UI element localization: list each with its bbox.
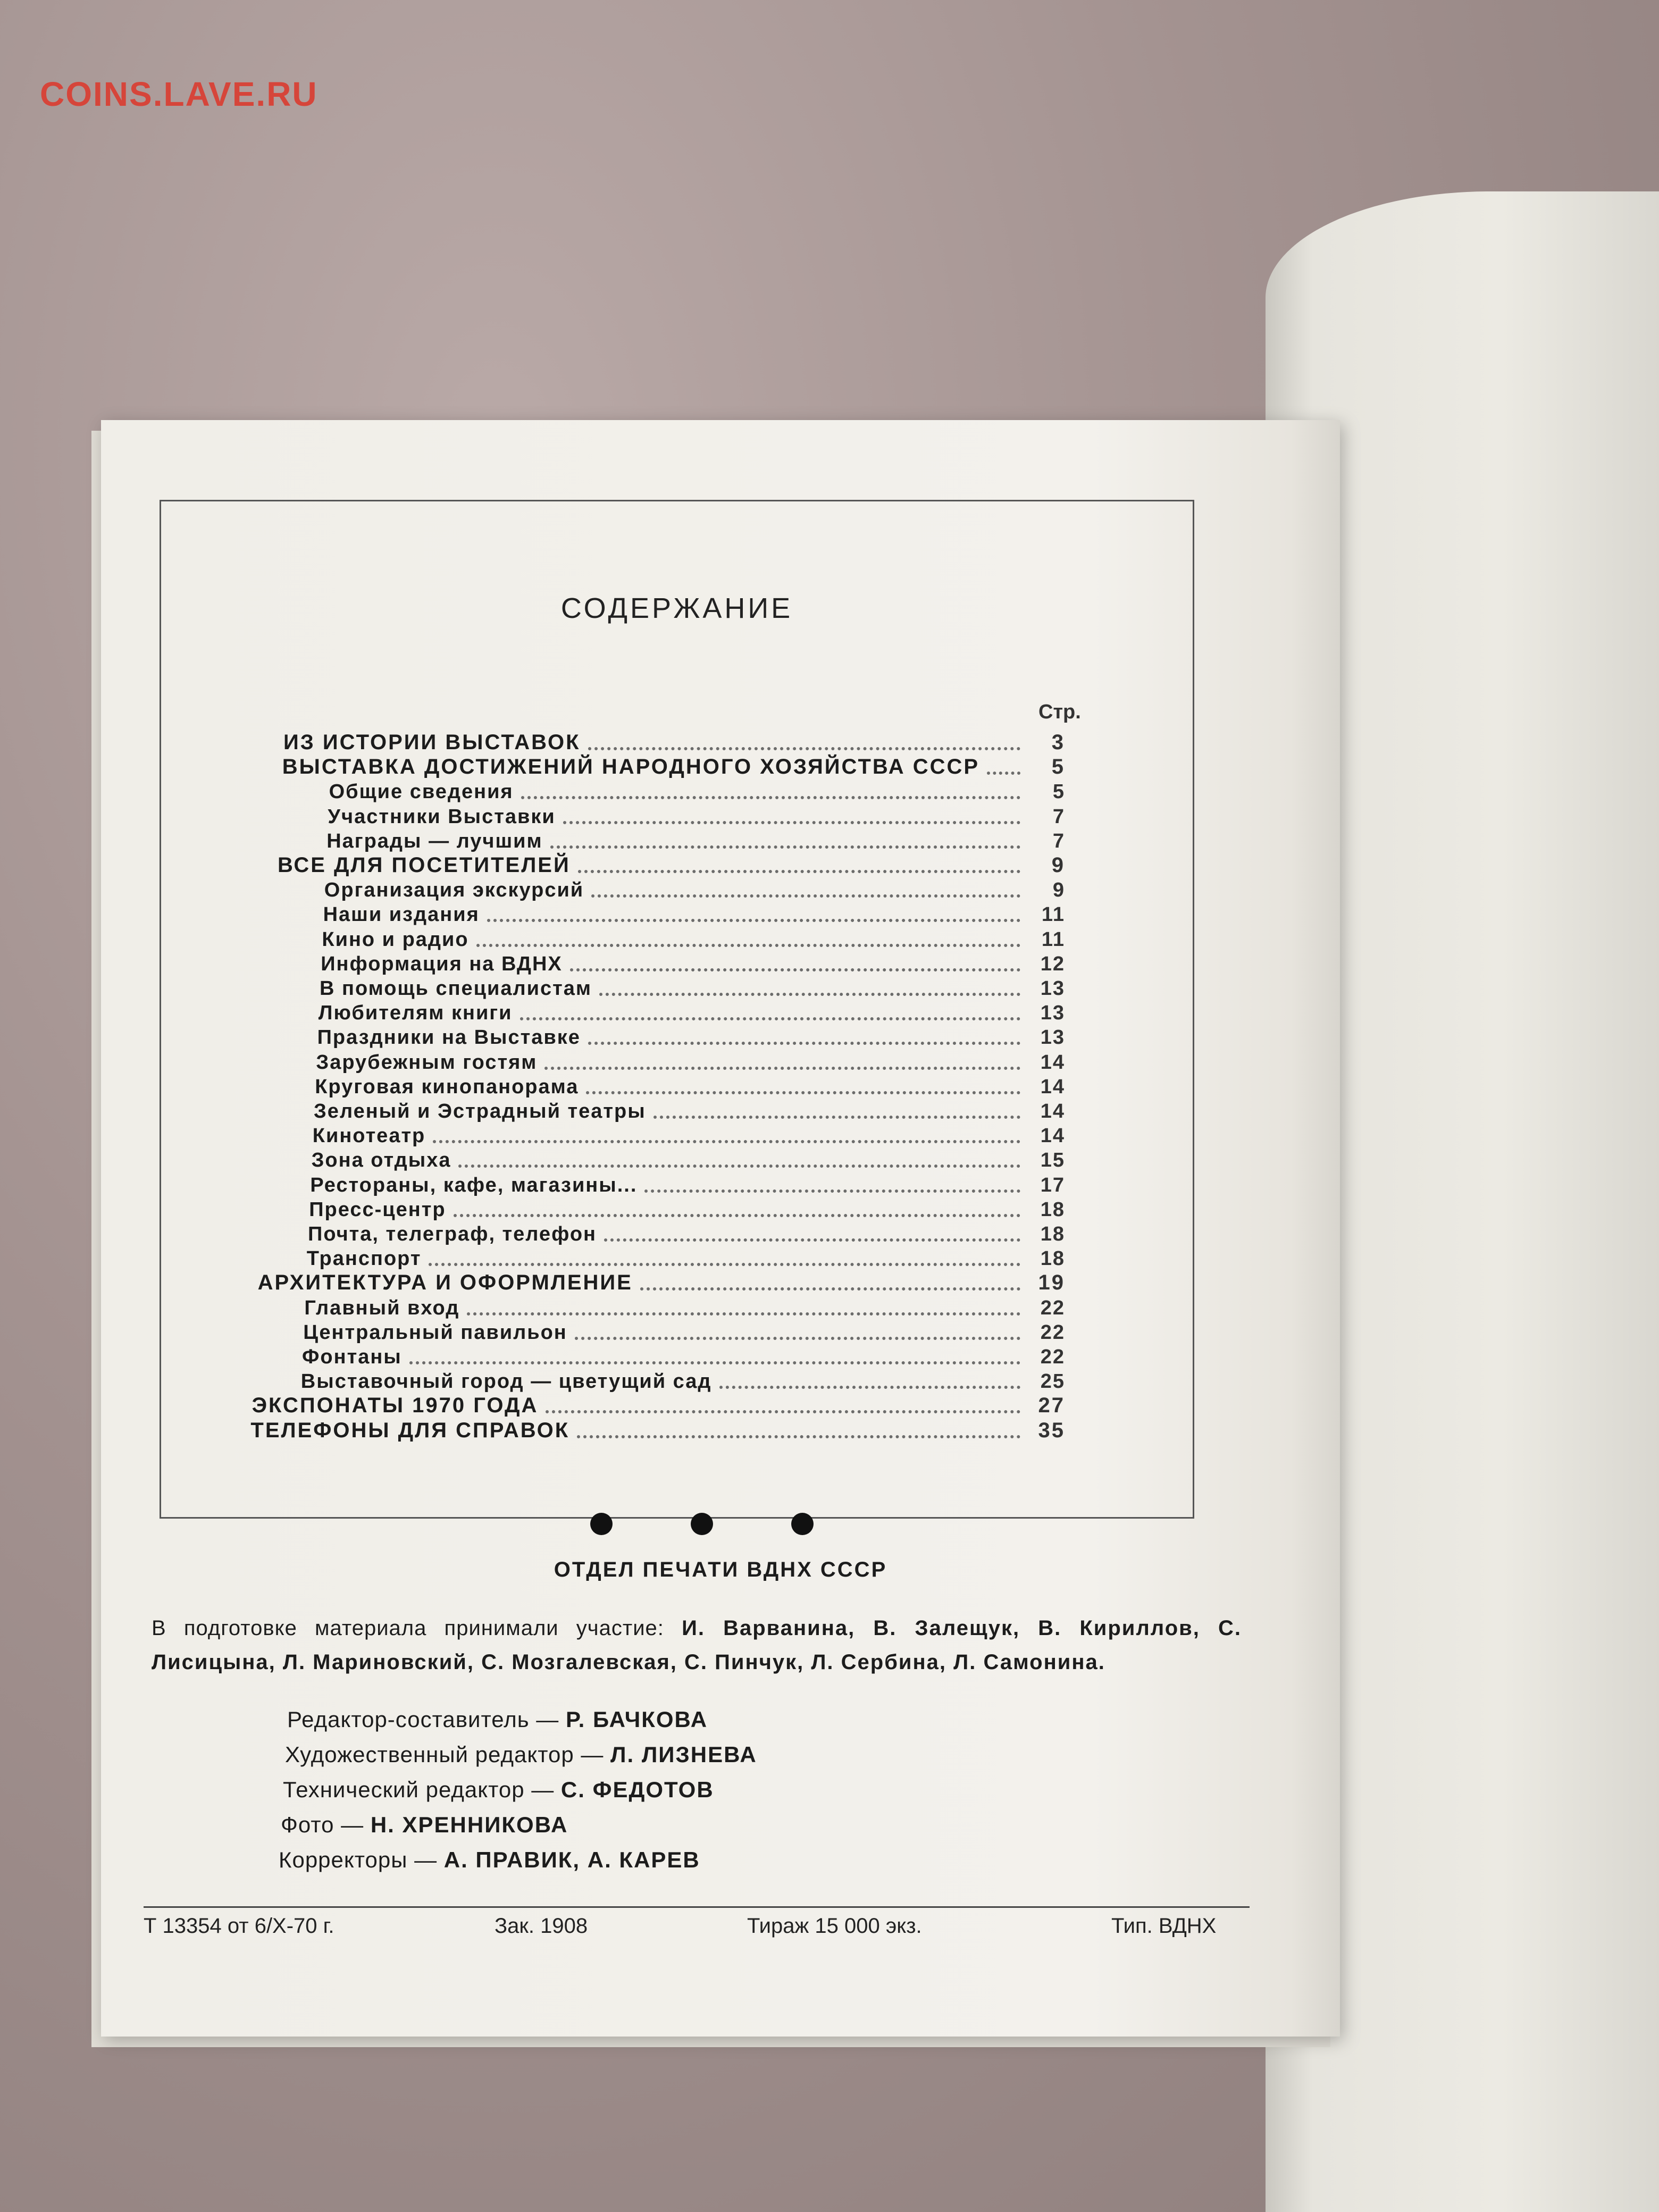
publisher-name: ОТДЕЛ ПЕЧАТИ ВДНХ СССР [554,1558,887,1581]
toc-dot-leader [433,1140,1020,1143]
credits-list [279,1707,757,1882]
toc-entry [310,1172,1065,1197]
toc-entry-label: Информация на ВДНХ [321,952,563,975]
toc-entry-label: Кинотеатр [312,1125,426,1147]
toc-dot-leader [546,1410,1020,1413]
toc-entry [308,1221,1065,1246]
toc-entry-label: Зона отдыха [311,1149,451,1172]
toc-entry-label: Выставочный город — цветущий сад [300,1370,712,1393]
toc-entry-label: Круговая кинопанорама [315,1075,579,1098]
toc-entry-page: 12 [1040,952,1065,975]
toc-entry [313,1123,1065,1147]
toc-entry-page: 35 [1038,1418,1065,1442]
toc-entry-page: 22 [1040,1346,1065,1368]
toc-entry-label: АРХИТЕКТУРА И ОФОРМЛЕНИЕ [257,1271,633,1295]
credit-name: Р. БАЧКОВА [565,1707,708,1732]
toc-entry [302,1344,1065,1369]
toc-entry-label: ТЕЛЕФОНЫ ДЛЯ СПРАВОК [250,1418,570,1442]
toc-dot-leader [586,1091,1020,1094]
watermark-text: COINS.LAVE.RU [40,75,318,113]
credit-line [281,1812,757,1847]
toc-entry [304,1295,1065,1320]
credit-line [283,1777,757,1812]
credit-name: А. ПРАВИК, А. КАРЕВ [443,1847,700,1872]
credit-role: Корректоры — [279,1847,438,1872]
toc-entry-page: 17 [1040,1174,1065,1196]
toc-dot-leader [570,968,1020,971]
toc-entry-label: Зарубежным гостям [316,1051,538,1074]
toc-entry-page: 11 [1041,928,1065,951]
toc-entry-label: ЭКСПОНАТЫ 1970 ГОДА [252,1394,539,1418]
imprint-divider [144,1906,1250,1908]
toc-entry [283,730,1065,755]
toc-entry-label: ИЗ ИСТОРИИ ВЫСТАВОК [283,731,581,754]
toc-dot-leader [550,845,1020,849]
toc-dot-leader [467,1312,1020,1316]
credit-line [279,1847,757,1882]
toc-dot-leader [575,1337,1020,1340]
toc-entry-label: Наши издания [323,903,480,926]
toc-entry [329,779,1065,803]
credit-role: Редактор-составитель — [287,1707,559,1732]
toc-entry [328,804,1065,828]
toc-entry [252,1393,1065,1418]
contributors-intro: В подготовке материала принимали участие: [152,1616,664,1640]
toc-entry-label: Транспорт [306,1247,422,1270]
toc-dot-leader [544,1067,1020,1070]
toc-entry [258,1270,1065,1295]
toc-title: СОДЕРЖАНИЕ [560,592,793,624]
toc-entry [324,877,1065,902]
toc-entry-label: Праздники на Выставке [317,1026,581,1049]
toc-dot-leader [578,870,1020,873]
toc-entry [322,927,1065,951]
toc-entry-page: 5 [1052,781,1065,803]
credit-line [285,1742,757,1777]
toc-dot-leader [563,821,1020,824]
toc-entry [323,902,1065,926]
toc-dot-leader [588,1042,1020,1045]
dot-icon [691,1513,713,1535]
toc-entry-page: 15 [1040,1149,1065,1172]
toc-entry [312,1147,1065,1172]
toc-entry-label: ВЫСТАВКА ДОСТИЖЕНИЙ НАРОДНОГО ХОЗЯЙСТВА СССР [282,755,980,779]
toc-entry-page: 13 [1040,1026,1065,1049]
toc-dot-leader [454,1214,1020,1217]
toc-entry-page: 14 [1040,1075,1065,1098]
toc-dot-leader [458,1164,1020,1168]
toc-entry-page: 18 [1040,1223,1065,1245]
toc-entry-page: 9 [1051,853,1065,877]
toc-entry-label: Награды — лучшим [326,830,543,852]
toc-dot-leader [476,944,1020,947]
toc-entry [320,976,1065,1000]
toc-dot-leader [588,747,1020,750]
toc-entry-page: 25 [1040,1370,1065,1393]
toc-entry-page: 13 [1040,977,1065,1000]
toc-entry [316,1050,1065,1074]
toc-entry-page: 13 [1040,1002,1065,1025]
toc-dot-leader [640,1287,1020,1291]
imprint-print-run: Тираж 15 000 экз. [747,1914,922,1938]
toc-entry-label: Зеленый и Эстрадный театры [314,1100,646,1122]
toc-entry [282,755,1065,779]
toc-entry [321,951,1065,976]
toc-dot-leader [599,993,1020,996]
credit-name: С. ФЕДОТОВ [560,1777,714,1802]
toc-dot-leader [653,1116,1020,1119]
toc-dot-leader [591,894,1020,898]
separator-dots [590,1513,814,1545]
toc-entry [317,1025,1065,1049]
toc-dot-leader [719,1386,1020,1389]
toc-entry-page: 18 [1040,1247,1065,1270]
toc-entry-page: 14 [1040,1051,1065,1074]
credit-role: Фото — [281,1812,364,1837]
toc-entry-label: Общие сведения [329,781,514,803]
toc-entry-label: Организация экскурсий [324,879,584,902]
toc-entry-page: 19 [1038,1271,1065,1295]
credit-name: Н. ХРЕННИКОВА [370,1812,568,1837]
toc-entry [314,1099,1065,1123]
imprint-order: Зак. 1908 [495,1914,588,1938]
toc-entry-page: 5 [1051,755,1065,779]
toc-entry-label: Рестораны, кафе, магазины... [310,1174,638,1196]
toc-dot-leader [987,772,1020,775]
toc-entry-page: 18 [1040,1198,1065,1221]
toc-dot-leader [604,1238,1020,1242]
toc-entry [301,1369,1065,1393]
toc-entry-label: Кино и радио [322,928,469,951]
credit-role: Технический редактор — [283,1777,555,1802]
contributors-names: И. Варванина, В. Залещук, В. Кириллов, С. Лисицына, Л. Мариновский, С. Мозгалевская, С. Пинчук, Л. Сербина, Л. Самонина. [152,1616,1242,1674]
toc-entry-page: 22 [1040,1321,1065,1344]
toc-entry-page: 3 [1051,731,1065,754]
toc-entry [319,1000,1065,1025]
dot-icon [590,1513,613,1535]
toc-entry-page: 14 [1040,1100,1065,1122]
toc-entry-page: 7 [1052,805,1065,828]
toc-entry-page: 11 [1041,903,1065,926]
toc-frame [160,500,1194,1519]
toc-entry [303,1320,1065,1344]
toc-entry-label: Почта, телеграф, телефон [308,1223,597,1245]
toc-entry-label: Главный вход [304,1296,460,1319]
toc-entry-label: ВСЕ ДЛЯ ПОСЕТИТЕЛЕЙ [278,853,571,877]
toc-dot-leader [521,796,1020,799]
toc-entry-page: 14 [1040,1125,1065,1147]
toc-entry-label: В помощь специалистам [320,977,592,1000]
imprint-printer: Тип. ВДНХ [1111,1914,1217,1938]
booklet-page [101,420,1340,2037]
imprint-code: Т 13354 от 6/Х-70 г. [144,1914,334,1938]
toc-entry-label: Любителям книги [318,1002,513,1025]
toc-entry [309,1197,1065,1221]
contributors-paragraph [152,1611,1242,1679]
toc-entry-page: 27 [1038,1394,1065,1418]
toc-dot-leader [520,1017,1020,1020]
credit-line [287,1707,757,1742]
page-column-label: Стр. [1038,701,1081,723]
toc-entry [315,1074,1065,1099]
toc-entry [250,1418,1065,1443]
toc-dot-leader [487,919,1020,922]
toc-entry-page: 9 [1052,879,1065,902]
toc-entry [278,853,1065,877]
toc-dot-leader [577,1435,1020,1438]
toc-dot-leader [409,1361,1020,1364]
toc-dot-leader [429,1263,1020,1266]
credit-role: Художественный редактор — [285,1742,604,1767]
toc-entry-label: Центральный павильон [303,1321,567,1344]
toc-entry [326,828,1065,853]
toc-entry [307,1246,1065,1270]
toc-entry-page: 7 [1052,830,1065,852]
toc-entry-label: Фонтаны [302,1346,402,1368]
dot-icon [791,1513,814,1535]
toc-entry-label: Пресс-центр [309,1198,446,1221]
toc-dot-leader [644,1189,1020,1193]
credit-name: Л. ЛИЗНЕВА [610,1742,757,1767]
toc-entry-label: Участники Выставки [328,805,556,828]
toc-entry-page: 22 [1040,1296,1065,1319]
